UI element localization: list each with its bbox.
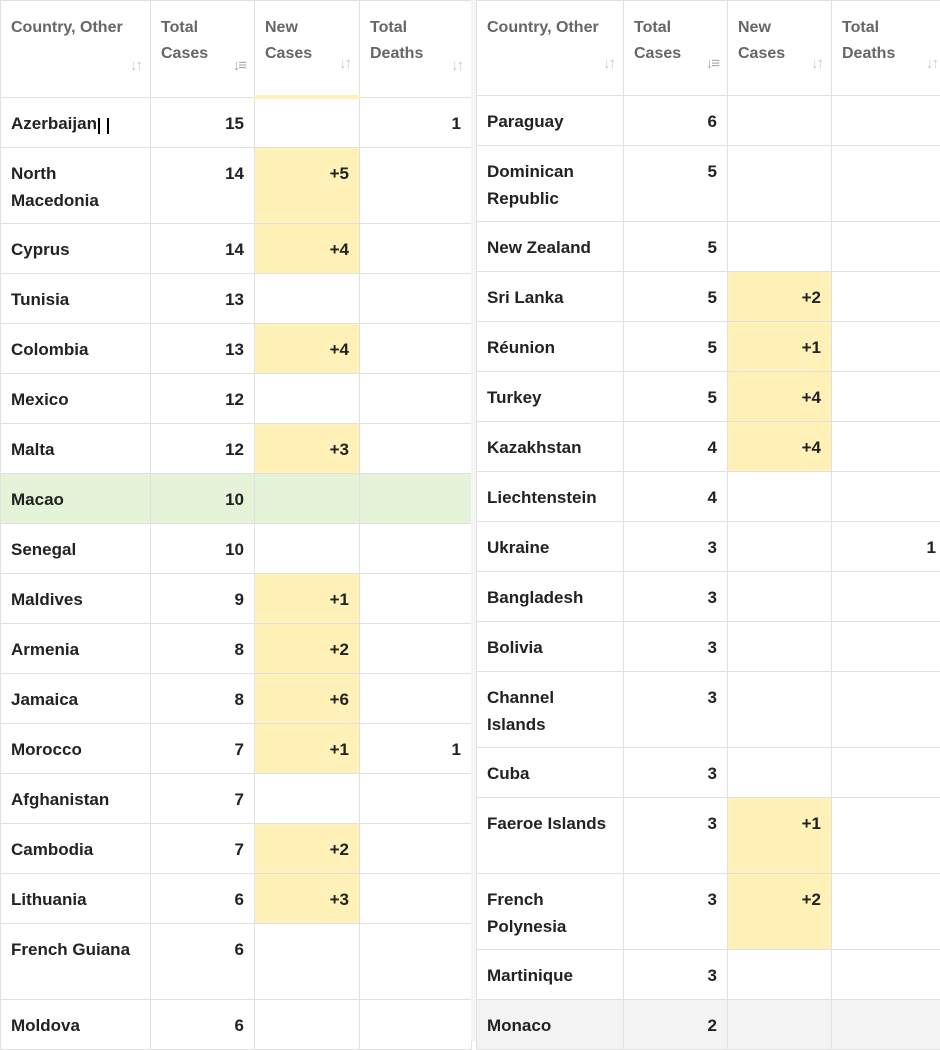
total-cases-cell: 3 (624, 874, 728, 950)
new-cases-cell: +4 (255, 323, 360, 373)
country-name-cyprus: Cyprus (11, 240, 70, 259)
total-deaths-cell (832, 96, 940, 146)
total-cases-cell: 7 (151, 773, 255, 823)
table-row[interactable] (1, 573, 472, 623)
total-cases-cell: 3 (624, 672, 728, 748)
column-header-new-cases[interactable]: New Cases ↓↑ (728, 1, 832, 96)
total-deaths-cell (360, 373, 472, 423)
table-row[interactable] (477, 1000, 940, 1050)
new-cases-cell: +2 (728, 874, 832, 950)
table-row[interactable] (1, 673, 472, 723)
country-name-reunion: Réunion (487, 338, 555, 357)
country-cell (1, 273, 151, 323)
total-deaths-cell: 1 (360, 723, 472, 773)
country-name-afghanistan: Afghanistan (11, 790, 109, 809)
country-cell (477, 372, 624, 422)
total-deaths-cell (832, 950, 940, 1000)
cases-table-right (476, 0, 940, 1050)
column-header-total-cases[interactable]: Total Cases ↓≡ (624, 1, 728, 96)
new-cases-cell (728, 96, 832, 146)
country-name-bangladesh: Bangladesh (487, 588, 583, 607)
right-table-panel (476, 0, 940, 1050)
new-cases-cell (728, 522, 832, 572)
new-cases-cell: +1 (728, 798, 832, 874)
total-deaths-cell (832, 622, 940, 672)
country-cell (477, 748, 624, 798)
country-name-bolivia: Bolivia (487, 638, 543, 657)
total-cases-cell: 5 (624, 146, 728, 222)
table-row[interactable] (1, 773, 472, 823)
total-cases-cell: 13 (151, 273, 255, 323)
new-cases-cell: +2 (728, 272, 832, 322)
new-cases-cell: +3 (255, 423, 360, 473)
total-deaths-cell: 1 (360, 97, 472, 147)
total-deaths-cell (832, 146, 940, 222)
new-cases-cell: +6 (255, 673, 360, 723)
table-row[interactable] (477, 422, 940, 472)
new-cases-cell: +2 (255, 823, 360, 873)
total-deaths-cell (360, 823, 472, 873)
table-row[interactable] (477, 950, 940, 1000)
country-name-french-guiana: French Guiana (11, 940, 130, 959)
total-cases-cell: 14 (151, 147, 255, 223)
table-row[interactable] (1, 923, 472, 999)
table-row[interactable] (1, 373, 472, 423)
total-cases-cell: 2 (624, 1000, 728, 1050)
total-deaths-cell (832, 748, 940, 798)
country-cell (1, 473, 151, 523)
country-name-dominican-republic: Dominican Republic (487, 162, 574, 208)
total-cases-cell: 12 (151, 423, 255, 473)
country-name-azerbaijan: Azerbaijan (11, 114, 97, 133)
new-cases-cell (728, 748, 832, 798)
table-row[interactable] (477, 748, 940, 798)
country-cell (1, 423, 151, 473)
new-cases-cell (728, 672, 832, 748)
table-row[interactable] (1, 999, 472, 1049)
total-deaths-cell (360, 523, 472, 573)
total-deaths-cell (832, 572, 940, 622)
sort-desc-icon[interactable]: ↓≡ (706, 51, 718, 77)
country-name-sri-lanka: Sri Lanka (487, 288, 564, 307)
total-deaths-cell (360, 999, 472, 1049)
country-cell (1, 673, 151, 723)
country-cell (477, 672, 624, 748)
total-deaths-cell (832, 372, 940, 422)
new-cases-cell: +4 (728, 422, 832, 472)
new-cases-cell (255, 999, 360, 1049)
text-cursor-icon (98, 118, 109, 134)
country-cell (477, 472, 624, 522)
sort-arrows-icon[interactable]: ↓↑ (339, 51, 350, 77)
total-deaths-cell (360, 873, 472, 923)
country-name-colombia: Colombia (11, 340, 88, 359)
country-name-martinique: Martinique (487, 966, 573, 985)
sort-arrows-icon[interactable]: ↓↑ (926, 51, 937, 77)
total-cases-cell: 8 (151, 623, 255, 673)
new-cases-cell (255, 473, 360, 523)
country-name-north-macedonia: North Macedonia (11, 164, 99, 210)
country-cell (477, 222, 624, 272)
total-deaths-cell (832, 798, 940, 874)
table-row[interactable] (477, 672, 940, 748)
table-row[interactable] (477, 798, 940, 874)
country-cell (477, 522, 624, 572)
total-cases-cell: 10 (151, 473, 255, 523)
table-row[interactable] (477, 622, 940, 672)
new-cases-cell (255, 523, 360, 573)
total-deaths-cell (360, 623, 472, 673)
sort-desc-icon[interactable]: ↓≡ (233, 53, 245, 79)
country-name-monaco: Monaco (487, 1016, 551, 1035)
table-row[interactable] (477, 222, 940, 272)
new-cases-cell: +2 (255, 623, 360, 673)
country-cell (1, 323, 151, 373)
column-header-total-deaths[interactable]: Total Deaths ↓↑ (360, 1, 472, 98)
total-cases-cell: 8 (151, 673, 255, 723)
new-cases-cell: +1 (255, 723, 360, 773)
column-header-country[interactable]: Country, Other ↓↑ (477, 1, 624, 96)
country-name-cuba: Cuba (487, 764, 530, 783)
total-deaths-cell (360, 773, 472, 823)
country-cell (1, 223, 151, 273)
country-name-mexico: Mexico (11, 390, 69, 409)
total-deaths-cell (832, 222, 940, 272)
total-deaths-cell (832, 422, 940, 472)
total-deaths-cell: 1 (832, 522, 940, 572)
total-cases-cell: 14 (151, 223, 255, 273)
table-row[interactable] (1, 147, 472, 223)
country-name-paraguay: Paraguay (487, 112, 564, 131)
country-cell (1, 823, 151, 873)
total-cases-cell: 4 (624, 422, 728, 472)
table-row[interactable] (1, 623, 472, 673)
country-cell (1, 999, 151, 1049)
total-deaths-cell (360, 273, 472, 323)
country-cell (477, 1000, 624, 1050)
country-cell (1, 573, 151, 623)
country-name-tunisia: Tunisia (11, 290, 69, 309)
country-cell (1, 773, 151, 823)
country-name-morocco: Morocco (11, 740, 82, 759)
country-cell (1, 923, 151, 999)
total-deaths-cell (360, 473, 472, 523)
table-row[interactable] (477, 272, 940, 322)
country-cell (477, 96, 624, 146)
table-row[interactable] (1, 723, 472, 773)
total-cases-cell: 6 (151, 999, 255, 1049)
country-cell (477, 272, 624, 322)
country-cell (477, 622, 624, 672)
total-cases-cell: 15 (151, 97, 255, 147)
total-cases-cell: 5 (624, 322, 728, 372)
total-deaths-cell (832, 272, 940, 322)
column-header-new-cases[interactable]: New Cases ↓↑ (255, 1, 360, 98)
country-name-lithuania: Lithuania (11, 890, 87, 909)
total-cases-cell: 10 (151, 523, 255, 573)
table-row[interactable] (477, 472, 940, 522)
country-cell (477, 950, 624, 1000)
total-deaths-cell (832, 874, 940, 950)
table-row[interactable] (1, 823, 472, 873)
total-cases-cell: 5 (624, 372, 728, 422)
country-cell (1, 623, 151, 673)
country-name-channel-islands: Channel Islands (487, 688, 554, 734)
new-cases-cell (728, 572, 832, 622)
new-cases-cell (255, 773, 360, 823)
sort-arrows-icon[interactable]: ↓↑ (451, 53, 462, 79)
sort-arrows-icon[interactable]: ↓↑ (811, 51, 822, 77)
total-cases-cell: 3 (624, 798, 728, 874)
total-cases-cell: 6 (151, 923, 255, 999)
column-header-total-deaths[interactable]: Total Deaths ↓↑ (832, 1, 940, 96)
country-name-senegal: Senegal (11, 540, 76, 559)
table-row[interactable] (477, 322, 940, 372)
table-row[interactable] (477, 372, 940, 422)
country-cell (1, 523, 151, 573)
country-name-new-zealand: New Zealand (487, 238, 591, 257)
total-deaths-cell (832, 472, 940, 522)
total-cases-cell: 3 (624, 522, 728, 572)
total-cases-cell: 3 (624, 572, 728, 622)
table-row[interactable] (1, 323, 472, 373)
table-row[interactable] (477, 522, 940, 572)
new-cases-cell (255, 923, 360, 999)
sort-arrows-icon[interactable]: ↓↑ (603, 51, 614, 77)
country-cell (477, 798, 624, 874)
total-deaths-cell (360, 323, 472, 373)
country-name-armenia: Armenia (11, 640, 79, 659)
total-cases-cell: 3 (624, 748, 728, 798)
total-cases-cell: 6 (151, 873, 255, 923)
table-header-row (1, 1, 472, 98)
country-name-faeroe-islands: Faeroe Islands (487, 814, 606, 833)
sort-arrows-icon[interactable]: ↓↑ (130, 53, 141, 79)
total-deaths-cell (360, 573, 472, 623)
country-name-turkey: Turkey (487, 388, 542, 407)
total-cases-cell: 12 (151, 373, 255, 423)
table-row[interactable] (1, 97, 472, 147)
country-name-jamaica: Jamaica (11, 690, 78, 709)
total-deaths-cell (832, 1000, 940, 1050)
country-name-french-polynesia: French Polynesia (487, 890, 566, 936)
table-row[interactable] (477, 874, 940, 950)
country-name-maldives: Maldives (11, 590, 83, 609)
country-cell (477, 572, 624, 622)
total-deaths-cell (360, 673, 472, 723)
total-cases-cell: 5 (624, 222, 728, 272)
total-cases-cell: 13 (151, 323, 255, 373)
new-cases-cell (728, 622, 832, 672)
new-cases-cell (255, 97, 360, 147)
table-row[interactable] (1, 473, 472, 523)
country-name-ukraine: Ukraine (487, 538, 549, 557)
new-cases-cell: +1 (255, 573, 360, 623)
country-name-moldova: Moldova (11, 1016, 80, 1035)
new-cases-cell (255, 373, 360, 423)
new-cases-cell (728, 950, 832, 1000)
country-cell (1, 147, 151, 223)
table-row[interactable] (1, 523, 472, 573)
country-cell (477, 146, 624, 222)
country-name-kazakhstan: Kazakhstan (487, 438, 581, 457)
total-cases-cell: 7 (151, 723, 255, 773)
new-cases-cell: +4 (728, 372, 832, 422)
table-row[interactable] (1, 873, 472, 923)
country-name-malta: Malta (11, 440, 54, 459)
new-cases-cell: +1 (728, 322, 832, 372)
new-cases-cell (728, 472, 832, 522)
total-cases-cell: 6 (624, 96, 728, 146)
total-deaths-cell (360, 923, 472, 999)
new-cases-cell (728, 1000, 832, 1050)
country-name-cambodia: Cambodia (11, 840, 93, 859)
new-cases-cell (728, 146, 832, 222)
country-cell (477, 422, 624, 472)
country-cell (1, 723, 151, 773)
country-cell (1, 373, 151, 423)
table-row[interactable] (1, 423, 472, 473)
table-header-row (477, 1, 940, 96)
country-cell (477, 322, 624, 372)
new-cases-cell (728, 222, 832, 272)
new-cases-cell: +5 (255, 147, 360, 223)
total-cases-cell: 5 (624, 272, 728, 322)
country-cell (477, 874, 624, 950)
country-cell (1, 97, 151, 147)
total-cases-cell: 4 (624, 472, 728, 522)
country-cell (1, 873, 151, 923)
total-cases-cell: 7 (151, 823, 255, 873)
new-cases-cell: +3 (255, 873, 360, 923)
table-row[interactable] (477, 96, 940, 146)
new-cases-cell: +4 (255, 223, 360, 273)
total-deaths-cell (832, 672, 940, 748)
total-deaths-cell (360, 423, 472, 473)
total-deaths-cell (360, 147, 472, 223)
total-deaths-cell (832, 322, 940, 372)
table-row[interactable] (1, 223, 472, 273)
column-header-total-cases[interactable]: Total Cases ↓≡ (151, 1, 255, 98)
country-name-macao: Macao (11, 490, 64, 509)
new-cases-cell (255, 273, 360, 323)
table-row[interactable] (477, 146, 940, 222)
total-cases-cell: 9 (151, 573, 255, 623)
total-cases-cell: 3 (624, 950, 728, 1000)
table-row[interactable] (477, 572, 940, 622)
table-row[interactable] (1, 273, 472, 323)
total-cases-cell: 3 (624, 622, 728, 672)
total-deaths-cell (360, 223, 472, 273)
column-header-country[interactable]: Country, Other ↓↑ (1, 1, 151, 98)
country-name-liechtenstein: Liechtenstein (487, 488, 597, 507)
